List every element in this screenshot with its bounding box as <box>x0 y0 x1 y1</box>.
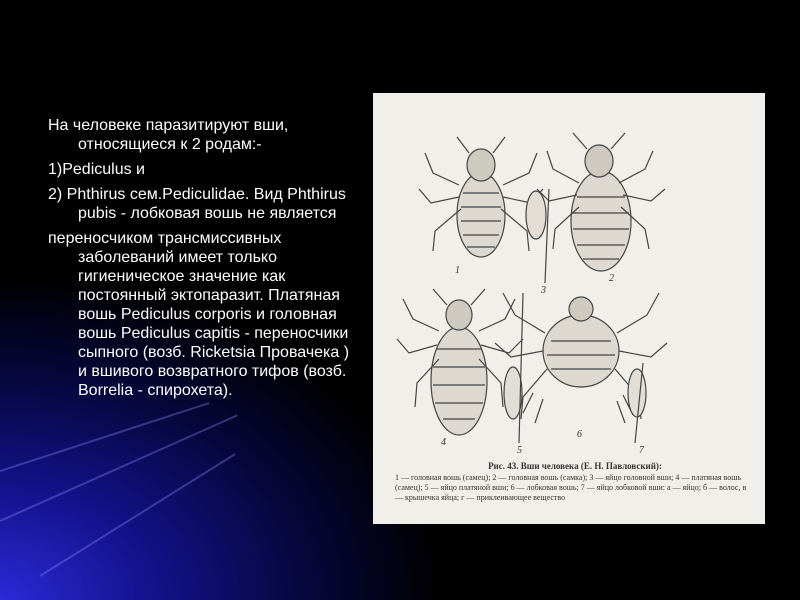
head-louse-egg-drawing <box>526 189 549 283</box>
paragraph-intro: На человеке паразитируют вши, относящиеся к 2 родам:- <box>48 117 289 153</box>
figure-caption <box>395 461 755 503</box>
head-louse-male-drawing <box>419 137 543 257</box>
light-streak <box>0 402 210 472</box>
lice-drawing <box>373 93 765 524</box>
figure-label: 6 <box>577 429 582 440</box>
figure-label: 4 <box>441 437 446 448</box>
lice-illustration <box>373 93 765 524</box>
figure-label: 5 <box>517 445 522 456</box>
pubic-louse-egg-drawing <box>628 363 646 443</box>
figure-label: 3 <box>541 285 546 296</box>
caption-body: 1 — головная вошь (самец); 2 — головная вошь (самка); 3 — яйцо головной вши; 4 — платяная вошь (самец); 5 — яйцо платяной вши; 6 — лобковая вошь; 7 — яйцо лобковой вши: а — яйцо; б — волос, в — крышечка яйца; г — приклеивающее вещество <box>395 473 747 502</box>
paragraph-genus-2: 2) Phthirus сем.Pediculidae. Вид Phthirus pubis - лобковая вошь не является <box>48 186 346 222</box>
body-louse-drawing <box>397 289 523 435</box>
paragraph-description: переносчиком трансмиссивных заболеваний имеет только гигиеническое значение как постоянный эктопаразит. Платяная вошь Pediculus corporis и головная вошь Pediculus capitis - переносчики сыпного (возб. Ricketsia Провачека ) и вшивого возвратного тифов (возб. Borrelia - спирохета). <box>48 230 350 399</box>
caption-title: Рис. 43. Вши человека (Е. Н. Павловский): <box>488 461 662 471</box>
head-louse-female-drawing <box>537 133 665 271</box>
paragraph-genus-1: 1)Pediculus и <box>48 161 145 178</box>
light-streak <box>39 453 235 577</box>
figure-label: 1 <box>455 265 460 276</box>
figure-label: 2 <box>609 273 614 284</box>
figure-label: 7 <box>639 445 644 456</box>
slide-text <box>48 116 358 407</box>
